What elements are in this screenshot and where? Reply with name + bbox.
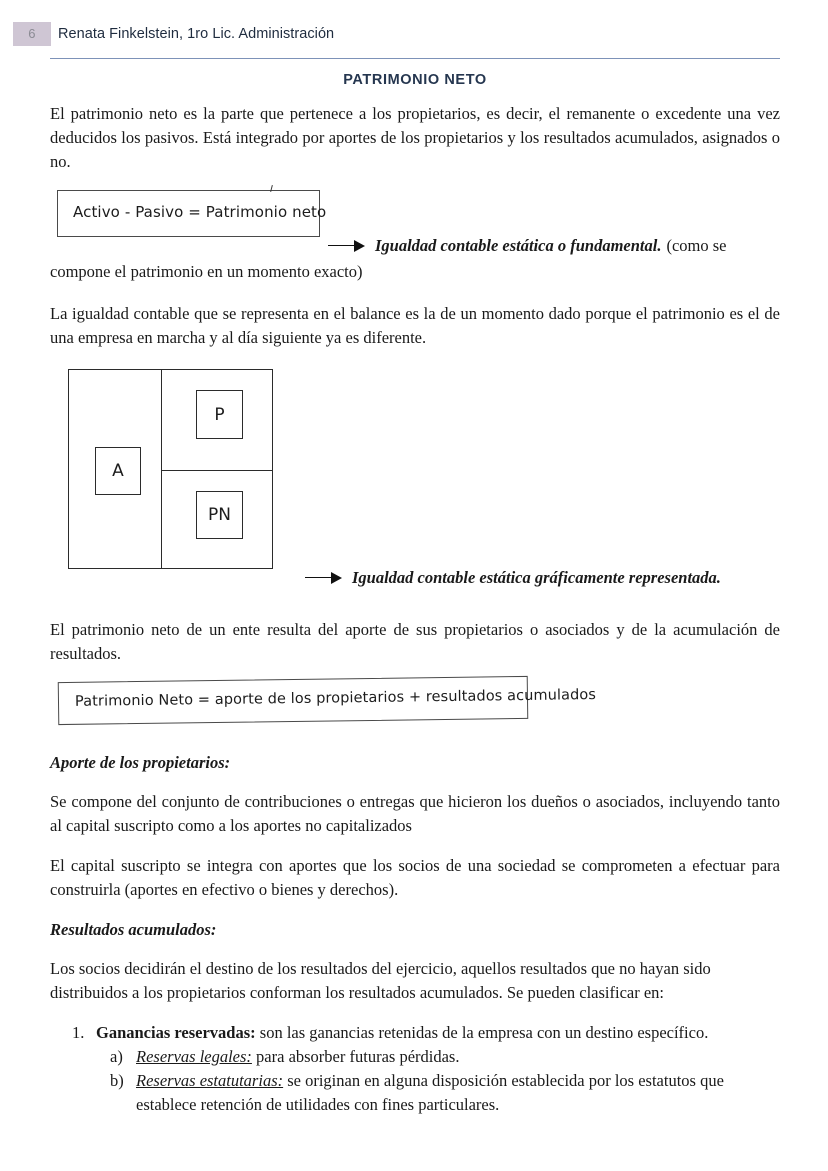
paragraph-socios-destino: Los socios decidirán el destino de los resultados del ejercicio, aquellos resultados que no hayan sido distribuidos a los propietarios conforman los resultados acumulados. Se pueden clasificar en:: [50, 959, 711, 1003]
formula-box-activo-pasivo: [57, 190, 327, 237]
right-arrow-icon: [328, 239, 368, 253]
paragraph-patrimonio-definicion: El patrimonio neto es la parte que pertenece a los propietarios, es decir, el remanente o excedente una vez deducidos los pasivos. Está integrado por aportes de los propietarios y los resultados acumulados, asignados o no.: [50, 104, 780, 172]
page-number-badge: 6: [13, 22, 51, 46]
list-item-reservas-legales: [96, 1045, 780, 1069]
caption-1-tail: compone el patrimonio en un momento exacto): [50, 262, 363, 281]
page-title: PATRIMONIO NETO: [343, 72, 487, 88]
heading-aporte-propietarios: Aporte de los propietarios:: [50, 752, 231, 772]
list-item-1-text: son las ganancias retenidas de la empresa con un destino específico.: [255, 1023, 709, 1043]
diagram-label-patrimonio-neto: PN: [196, 491, 243, 539]
list-item-a-text: para absorber futuras pérdidas.: [251, 1047, 460, 1067]
list-item-reservas-estatutarias: [96, 1069, 780, 1117]
caption-row-igualdad-grafica: [305, 568, 721, 588]
diagram-label-pasivo: P: [196, 390, 243, 439]
list-item-a-term: Reservas legales:: [136, 1047, 252, 1067]
list-item-1-term: Ganancias reservadas:: [96, 1023, 256, 1043]
list-item-b-text: se originan en alguna disposición establecida por los estatutos que establece retención de utilidades con fines particulares.: [136, 1071, 724, 1115]
classification-sublist: [96, 1045, 780, 1117]
caption-row-igualdad-fundamental: [328, 236, 727, 256]
page-header: [0, 0, 828, 58]
diagram-label-activo: A: [95, 447, 141, 495]
paragraph-aporte-resulta: El patrimonio neto de un ente resulta del aporte de sus propietarios o asociados y de la acumulación de resultados.: [50, 620, 780, 664]
list-item-b-term: Reservas estatutarias:: [136, 1071, 284, 1091]
formula-box-1-text: Activo - Pasivo = Patrimonio neto: [73, 203, 327, 221]
header-student-line: Renata Finkelstein, 1ro Lic. Administración: [58, 26, 335, 42]
igualdad-contable-diagram: [68, 369, 273, 569]
caption-1-plain: (como se: [666, 236, 727, 255]
list-marker-a: a): [110, 1047, 123, 1067]
formula-box-2-text: Patrimonio Neto = aporte de los propietarios + resultados acumulados: [74, 687, 597, 710]
list-marker-b: b): [110, 1071, 124, 1091]
caption-2-bold: Igualdad contable estática gráficamente representada.: [352, 568, 721, 587]
header-divider: [50, 58, 780, 59]
heading-resultados-acumulados: Resultados acumulados:: [50, 919, 217, 939]
formula-box-patrimonio-neto: [58, 676, 597, 725]
list-marker-1: 1.: [72, 1023, 85, 1043]
classification-list: [50, 1021, 780, 1117]
caption-1-bold: Igualdad contable estática o fundamental.: [375, 236, 662, 255]
paragraph-contribuciones: Se compone del conjunto de contribuciones o entregas que hicieron los dueños o asociados, incluyendo tanto al capital suscripto como a los aportes no capitalizados: [50, 791, 780, 835]
paragraph-igualdad-balance: La igualdad contable que se representa en el balance es la de un momento dado porque el patrimonio es el de una empresa en marcha y al día siguiente ya es diferente.: [50, 304, 780, 348]
right-arrow-icon: [305, 571, 345, 585]
list-item-ganancias-reservadas: [50, 1021, 780, 1117]
paragraph-capital-suscripto: El capital suscripto se integra con aportes que los socios de una sociedad se comprometen a efectuar para construirla (aportes en efectivo o bienes y derechos).: [50, 855, 780, 899]
